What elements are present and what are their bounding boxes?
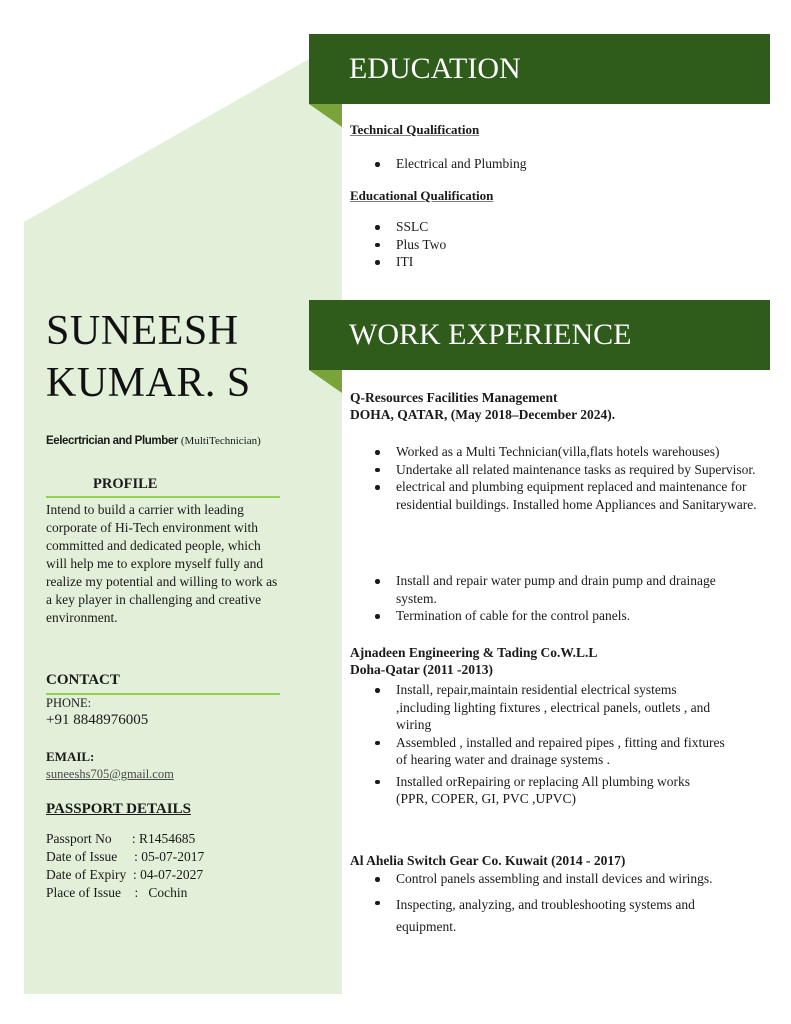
passport-issue-date-row: Date of Issue : 05-07-2017 [46,849,205,864]
phone-value: +91 8848976005 [46,712,149,728]
work-experience-header [309,300,770,370]
job-2-location: Doha-Qatar (2011 -2013) [350,662,493,677]
job-3-company: Al Ahelia Switch Gear Co. Kuwait (2014 - 2017) [350,853,626,868]
list-item: Undertake all related maintenance tasks as required by Supervisor. [350,461,778,479]
email-link[interactable]: suneeshs705@gmail.com [46,767,174,781]
passport-number-row: Passport No : R1454685 [46,831,196,846]
email-value[interactable] [46,765,174,783]
job-2-duties [350,681,725,808]
person-name [46,305,251,409]
list-item: electrical and plumbing equipment replaced and maintenance for residential buildings. Installed home Appliances and Sanitaryware. [350,478,778,513]
education-title: EDUCATION [349,52,521,85]
list-item: ITI [350,253,770,271]
job-1-duties-b [350,572,750,625]
profile-title: PROFILE [93,476,158,492]
work-experience-title: WORK EXPERIENCE [349,318,632,351]
list-item: Termination of cable for the control panels. [350,607,750,625]
role-main: Eelecrtrician and Plumber [46,435,178,447]
contact-title: CONTACT [46,672,120,688]
educational-qualification-heading: Educational Qualification [350,188,494,203]
list-item: SSLC [350,218,770,236]
list-item: Inspecting, analyzing, and troubleshooting systems and equipment. [350,894,750,938]
phone-label: PHONE: [46,696,92,710]
technical-qualification-list [350,155,770,173]
job-1-duties-a [350,443,778,513]
name-line-2: KUMAR. S [46,360,251,406]
passport-place-row: Place of Issue : Cochin [46,885,188,900]
job-2-company: Ajnadeen Engineering & Tading Co.W.L.L [350,645,598,660]
email-label: EMAIL: [46,749,95,764]
profile-rule [46,496,280,498]
person-role [46,433,261,448]
educational-qualification-list [350,218,770,271]
list-item: Control panels assembling and install devices and wirings. [350,870,750,888]
list-item: Install and repair water pump and drain pump and drainage system. [350,572,750,607]
technical-qualification-heading: Technical Qualification [350,122,480,137]
job-3-duties [350,870,750,938]
contact-rule [46,693,280,695]
passport-title: PASSPORT DETAILS [46,801,191,817]
list-item: Worked as a Multi Technician(villa,flats hotels warehouses) [350,443,778,461]
profile-text: Intend to build a carrier with leading corporate of Hi-Tech environment with committed and dedicated people, which will help me to explore myself fully and realize my potential and willing to work as a key player in challenging and creative environment. [46,502,278,625]
education-header [309,34,770,104]
passport-expiry-date-row: Date of Expiry : 04-07-2027 [46,867,204,882]
job-1-location: DOHA, QATAR, (May 2018–December 2024). [350,407,616,422]
list-item: Install, repair,maintain residential electrical systems ,including lighting fixtures , electrical panels, outlets , and wiring [350,681,725,734]
list-item: Electrical and Plumbing [350,155,770,173]
job-1-company: Q-Resources Facilities Management [350,390,558,405]
list-item: Plus Two [350,236,770,254]
list-item: Installed orRepairing or replacing All plumbing works (PPR, COPER, GI, PVC ,UPVC) [350,773,725,808]
name-line-1: SUNEESH [46,308,239,354]
role-paren: (MultiTechnician) [180,435,261,447]
list-item: Assembled , installed and repaired pipes , fitting and fixtures of hearing water and drainage systems . [350,734,725,769]
